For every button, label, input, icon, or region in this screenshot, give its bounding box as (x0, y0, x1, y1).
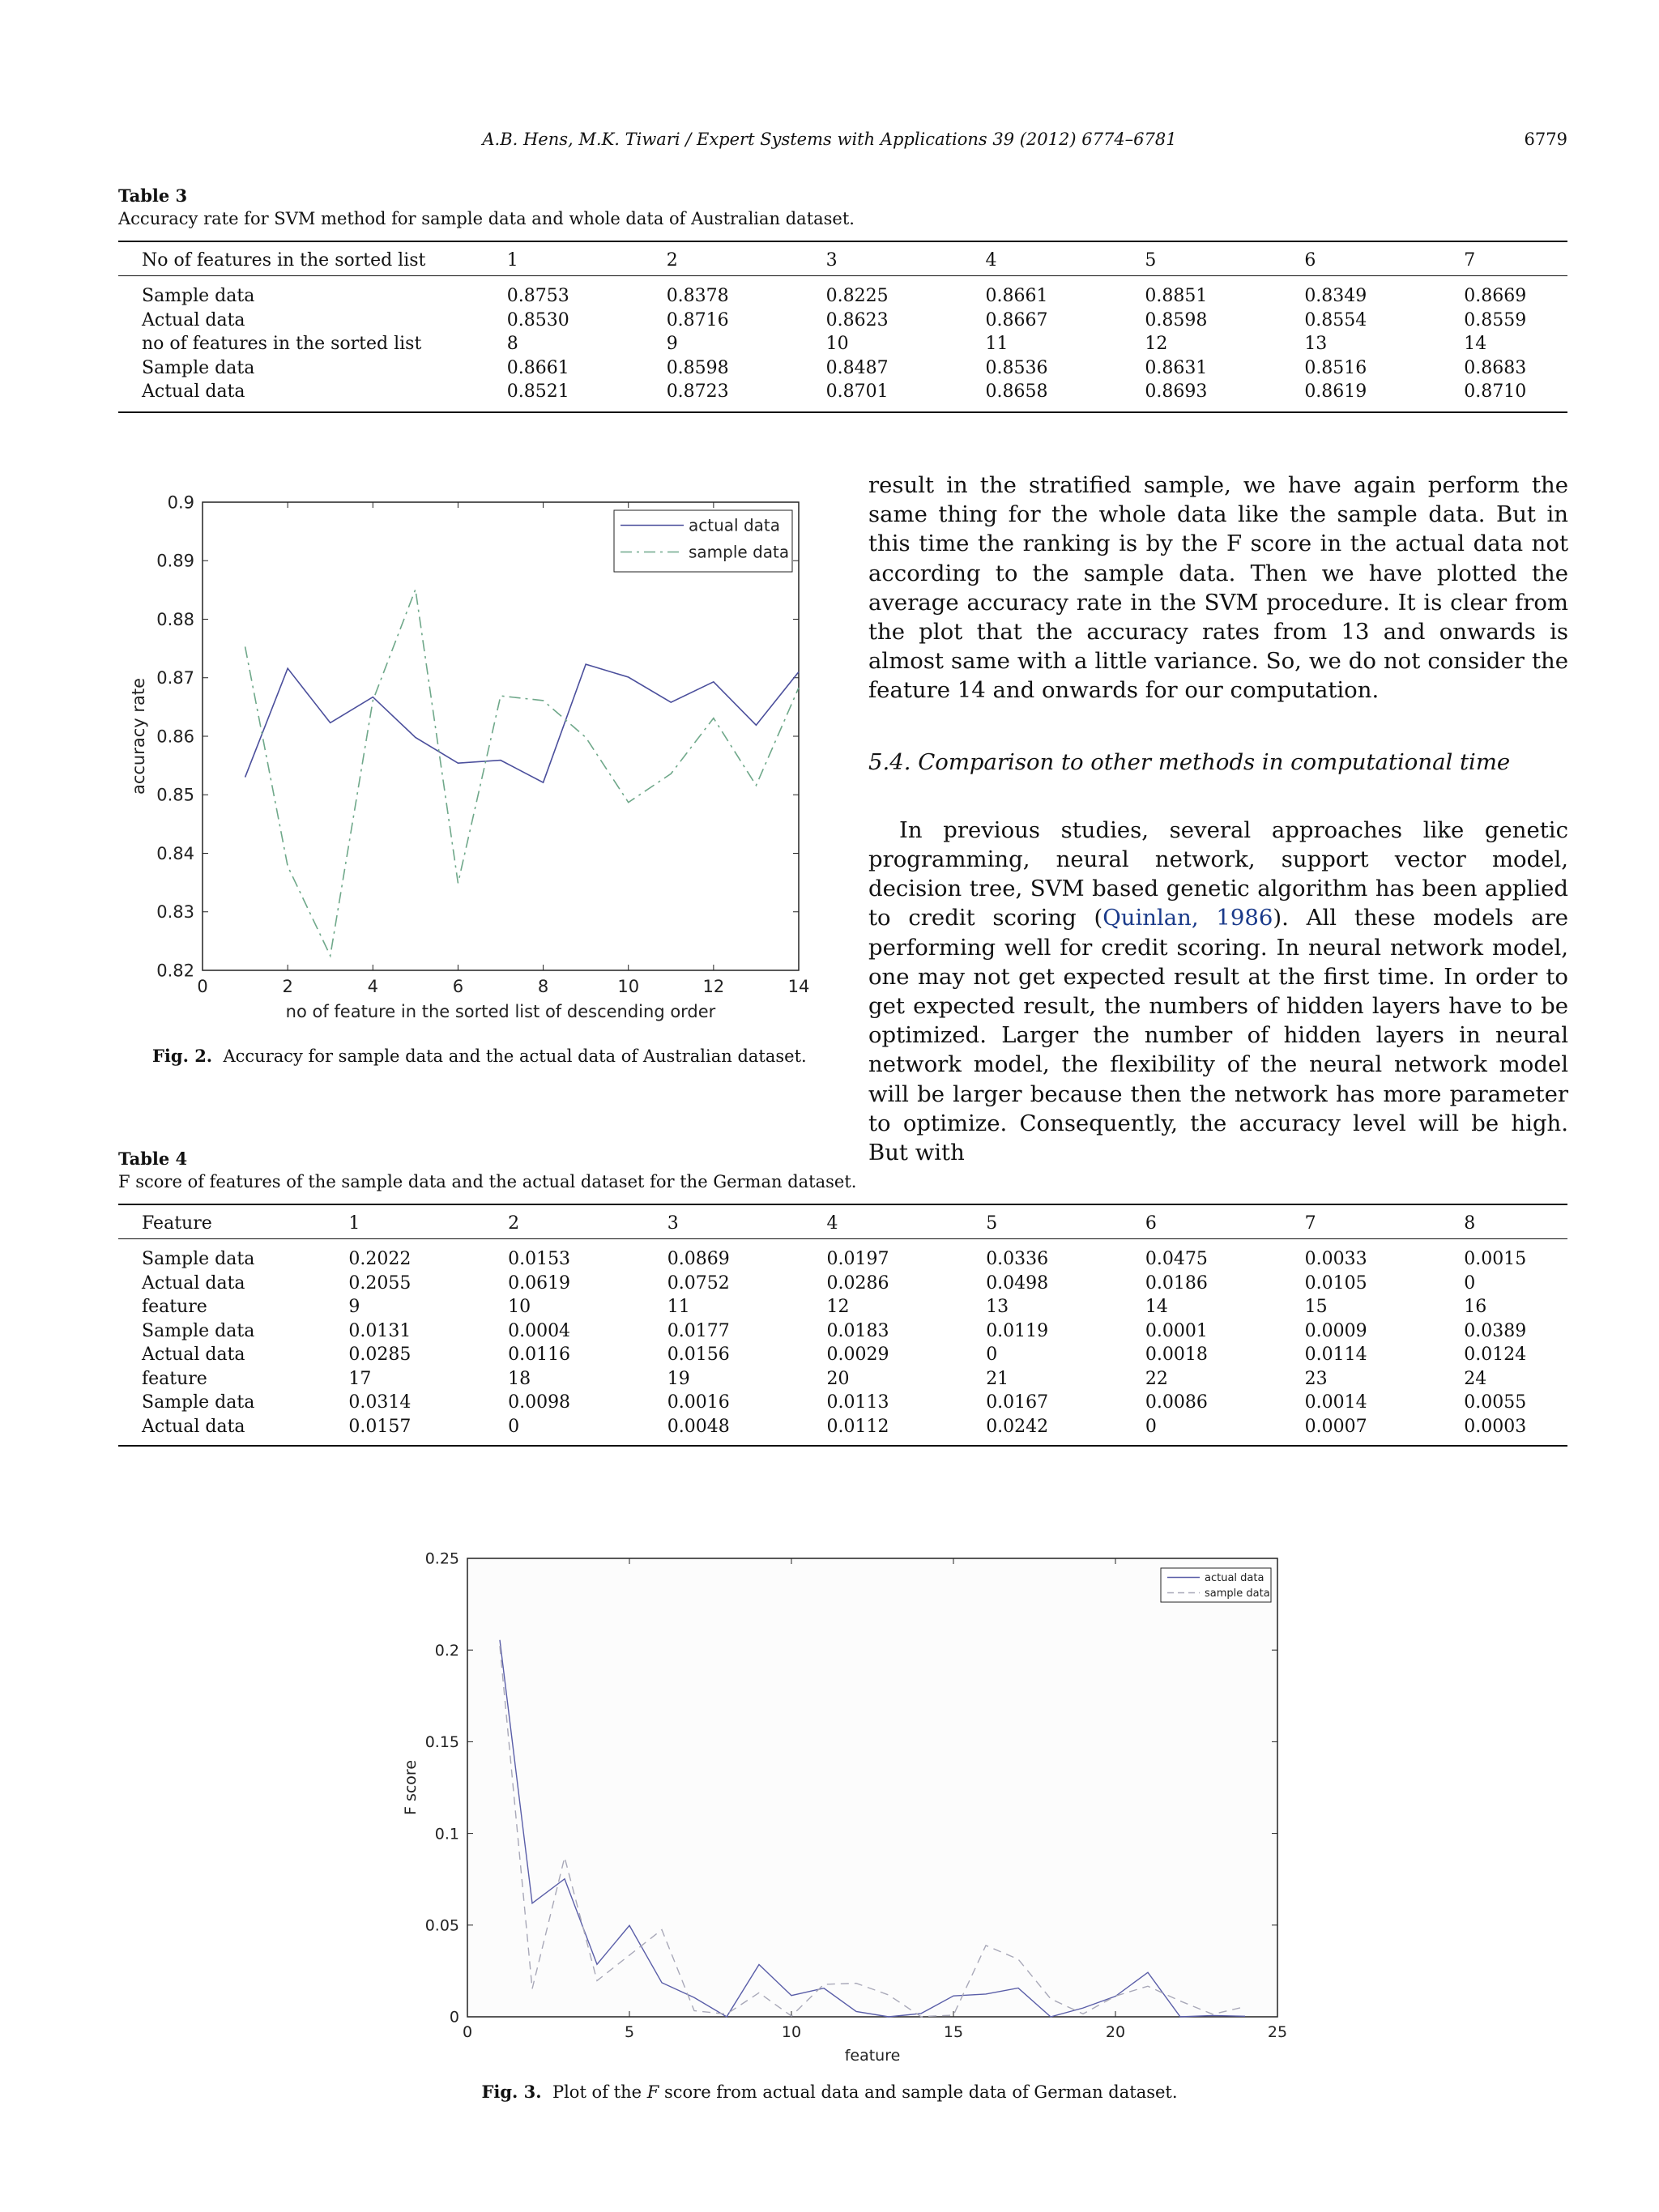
x-tick-label: 8 (537, 977, 549, 996)
body-text (868, 471, 1568, 1167)
x-axis-label: feature (844, 2047, 901, 2065)
table-cell: 5 (986, 1213, 998, 1234)
table-cell: 4 (826, 1213, 838, 1234)
x-tick-label: 14 (787, 977, 810, 996)
table-cell: 0.0752 (667, 1272, 730, 1294)
table-cell: 0.0007 (1304, 1416, 1367, 1437)
y-tick-label: 0.86 (156, 727, 194, 747)
table-cell: 13 (986, 1297, 1009, 1318)
table-cell: 3 (667, 1213, 679, 1234)
table-cell: 2 (508, 1213, 520, 1234)
table-cell: 0.0119 (986, 1320, 1049, 1341)
y-tick-label: 0 (449, 2008, 459, 2027)
table-cell: 12 (826, 1297, 850, 1318)
table-cell: 0.8667 (985, 309, 1048, 330)
table-cell: 2 (666, 249, 678, 271)
table-cell: 4 (985, 249, 997, 271)
fig2-chart (122, 486, 818, 1037)
fig3-caption-pre: Plot of the (552, 2082, 647, 2102)
y-tick-label: 0.89 (156, 551, 194, 571)
page-number: 6779 (1524, 130, 1567, 149)
x-tick-label: 4 (367, 977, 378, 996)
fig3-caption (0, 2082, 1659, 2102)
table-cell: 8 (506, 334, 518, 355)
table-cell: 0.0197 (826, 1249, 889, 1270)
table-cell: 1 (348, 1213, 360, 1234)
table-row (118, 309, 1567, 333)
x-tick-label: 2 (282, 977, 293, 996)
table-cell: 3 (825, 249, 838, 271)
table-row (118, 278, 1567, 309)
row-label-cell: no of features in the sorted list (142, 334, 422, 355)
table-cell: 0.0033 (1304, 1249, 1367, 1270)
table-cell: 21 (986, 1368, 1009, 1389)
table-cell: 16 (1464, 1297, 1487, 1318)
row-label-cell: Feature (142, 1213, 212, 1234)
row-label-cell: No of features in the sorted list (142, 249, 426, 271)
table-cell: 0.0157 (348, 1416, 412, 1437)
x-tick-label: 15 (943, 2023, 964, 2041)
journal-citation: A.B. Hens, M.K. Tiwari / Expert Systems with Applications 39 (2012) 6774–6781 (482, 130, 1177, 149)
row-label-cell: Actual data (142, 1272, 245, 1294)
table-cell: 14 (1464, 334, 1487, 355)
table-cell: 0.0869 (667, 1249, 730, 1270)
y-tick-label: 0.1 (434, 1825, 459, 1843)
table-row (118, 380, 1567, 404)
table-cell: 0.0389 (1464, 1320, 1527, 1341)
table-cell: 0.0029 (826, 1345, 889, 1366)
table-cell: 10 (508, 1297, 531, 1318)
y-tick-label: 0.83 (156, 902, 194, 923)
table-cell: 22 (1145, 1368, 1168, 1389)
x-tick-label: 25 (1267, 2023, 1288, 2041)
table-cell: 0.8661 (985, 286, 1048, 307)
table-cell: 0.8701 (825, 381, 889, 403)
fig2-caption-label: Fig. 2. (152, 1046, 213, 1066)
table-cell: 6 (1145, 1213, 1157, 1234)
table-row (118, 1319, 1567, 1344)
table-cell: 0.0113 (826, 1392, 889, 1413)
table-row (118, 1272, 1567, 1296)
table-cell: 7 (1304, 1213, 1316, 1234)
legend-label: actual data (689, 515, 780, 535)
table-cell: 0.8487 (825, 357, 889, 378)
table-cell: 0.0186 (1145, 1272, 1208, 1294)
table-cell: 0.2022 (348, 1249, 412, 1270)
x-tick-label: 0 (462, 2023, 473, 2041)
table-cell: 0.8710 (1464, 381, 1527, 403)
table-cell: 0.0098 (508, 1392, 571, 1413)
table-row (118, 1343, 1567, 1367)
table4 (118, 1205, 1567, 1438)
y-axis-label: accuracy rate (129, 677, 148, 795)
table-cell: 5 (1145, 249, 1157, 271)
table-cell: 0.8693 (1145, 381, 1208, 403)
legend-label: sample data (689, 542, 790, 562)
table-cell: 9 (666, 334, 678, 355)
y-tick-label: 0.9 (167, 492, 194, 513)
table-cell: 0.0004 (508, 1320, 571, 1341)
table-cell: 0.0124 (1464, 1345, 1527, 1366)
table-cell: 0.8536 (985, 357, 1048, 378)
fig2-caption (152, 1046, 807, 1066)
table-header-row (118, 242, 1567, 278)
row-label-cell: Actual data (142, 1416, 245, 1437)
table-cell: 0.0286 (826, 1272, 889, 1294)
y-tick-label: 0.84 (156, 843, 194, 863)
table-cell: 0.0015 (1464, 1249, 1527, 1270)
table-cell: 14 (1145, 1297, 1168, 1318)
table-cell: 10 (825, 334, 849, 355)
table-cell: 0.0105 (1304, 1272, 1367, 1294)
table-cell: 0.8598 (666, 357, 729, 378)
table-cell: 0.8658 (985, 381, 1048, 403)
y-tick-label: 0.82 (156, 961, 194, 981)
table-cell: 13 (1304, 334, 1328, 355)
fig2-caption-text: Accuracy for sample data and the actual data of Australian dataset. (223, 1046, 807, 1066)
table-cell: 0.0112 (826, 1416, 889, 1437)
table-cell: 0 (986, 1345, 998, 1366)
table-cell: 8 (1464, 1213, 1476, 1234)
table-row (118, 1367, 1567, 1392)
table-cell: 0.0114 (1304, 1345, 1367, 1366)
table-cell: 0.8683 (1464, 357, 1527, 378)
paragraph-2-a: In previous studies, several approaches like genetic programming, neural network, support vector model, decision tree, SVM based genetic algorithm has been applied to credit scoring ( (868, 816, 1568, 931)
row-label-cell: Sample data (142, 1249, 255, 1270)
fig3-caption-label: Fig. 3. (481, 2082, 542, 2102)
table-cell: 0.0116 (508, 1345, 571, 1366)
row-label-cell: Actual data (142, 309, 245, 330)
table-cell: 0.0242 (986, 1416, 1049, 1437)
table-cell: 0.0003 (1464, 1416, 1527, 1437)
x-tick-label: 10 (781, 2023, 802, 2041)
y-tick-label: 0.88 (156, 609, 194, 629)
table-cell: 0.8554 (1304, 309, 1367, 330)
table4-caption (118, 1148, 856, 1193)
table-cell: 0.8669 (1464, 286, 1527, 307)
table-cell: 0.8631 (1145, 357, 1208, 378)
fig3-chart (393, 1539, 1300, 2073)
table3-bottom-rule (118, 411, 1567, 413)
table-cell: 0.0055 (1464, 1392, 1527, 1413)
paragraph-1: result in the stratified sample, we have again perform the same thing for the whole data like the sample data. But in this time the ranking is by the F score in the actual data not according to the sample data. Then we have plotted the average accuracy rate in the SVM procedure. It is clear from the plot that the accuracy rates from 13 and onwards is almost same with a little variance. So, we do not consider the feature 14 and onwards for our computation. (868, 472, 1568, 704)
table-cell: 0.8623 (825, 309, 889, 330)
table-cell: 7 (1464, 249, 1476, 271)
table-cell: 11 (985, 334, 1009, 355)
table-cell: 0.0156 (667, 1345, 730, 1366)
table3-caption-text: Accuracy rate for SVM method for sample data and whole data of Australian dataset. (118, 209, 855, 228)
table-cell: 18 (508, 1368, 531, 1389)
y-tick-label: 0.05 (424, 1916, 459, 1935)
table-cell: 0.8716 (666, 309, 729, 330)
table-cell: 0.0018 (1145, 1345, 1208, 1366)
table-row (118, 332, 1567, 356)
y-tick-label: 0.87 (156, 668, 194, 688)
table-cell: 0.0498 (986, 1272, 1049, 1294)
y-tick-label: 0.85 (156, 785, 194, 805)
plot-area (467, 1558, 1277, 2017)
table3-caption (118, 185, 855, 230)
table-row (118, 356, 1567, 381)
table-cell: 0.8378 (666, 286, 729, 307)
table-cell: 0.0475 (1145, 1249, 1208, 1270)
table-cell: 20 (826, 1368, 850, 1389)
table-cell: 0.8516 (1304, 357, 1367, 378)
table-cell: 0.8559 (1464, 309, 1527, 330)
row-label-cell: Sample data (142, 1320, 255, 1341)
fig3-caption-post: score from actual data and sample data of German dataset. (659, 2082, 1178, 2102)
citation-link[interactable]: Quinlan, 1986 (1102, 905, 1273, 931)
table4-caption-text: F score of features of the sample data and the actual dataset for the German dataset. (118, 1172, 857, 1191)
table-cell: 0.0086 (1145, 1392, 1208, 1413)
table-row (118, 1241, 1567, 1272)
table-cell: 0.0285 (348, 1345, 412, 1366)
table-cell: 1 (506, 249, 518, 271)
table-cell: 0.2055 (348, 1272, 412, 1294)
y-axis-label: F score (402, 1759, 420, 1816)
table-cell: 0.0048 (667, 1416, 730, 1437)
plot-area (203, 502, 799, 970)
row-label-cell: feature (142, 1297, 207, 1318)
table-cell: 9 (348, 1297, 360, 1318)
table-cell: 15 (1304, 1297, 1328, 1318)
table4-label: Table 4 (118, 1149, 188, 1169)
table-cell: 11 (667, 1297, 690, 1318)
y-tick-label: 0.15 (424, 1733, 459, 1752)
table-cell: 6 (1304, 249, 1316, 271)
table-cell: 0.0167 (986, 1392, 1049, 1413)
table-cell: 0.8598 (1145, 309, 1208, 330)
row-label-cell: Sample data (142, 286, 255, 307)
table-cell: 0.8661 (506, 357, 569, 378)
table-cell: 12 (1145, 334, 1168, 355)
row-label-cell: Actual data (142, 381, 245, 403)
table-cell: 0.8619 (1304, 381, 1367, 403)
table-row (118, 1415, 1567, 1439)
table-cell: 0.0619 (508, 1272, 571, 1294)
paragraph-2-b: ). All these models are performing well for credit scoring. In neural network model, one may not get expected result at the first time. In order to get expected result, the numbers of hidden layers have to be optimized. Larger the number of hidden layers in neural network model, the flexibility of the neural network model will be larger because then the network has more parameter to optimize. Consequently, the accuracy level will be high. But with (868, 905, 1568, 1166)
table-cell: 0 (508, 1416, 520, 1437)
table-row (118, 1295, 1567, 1319)
table-cell: 0.8851 (1145, 286, 1208, 307)
table-cell: 0.8349 (1304, 286, 1367, 307)
table-cell: 17 (348, 1368, 372, 1389)
x-axis-label: no of feature in the sorted list of descending order (285, 1002, 716, 1021)
section-heading: 5.4. Comparison to other methods in computational time (868, 748, 1511, 775)
table-cell: 0.8753 (506, 286, 569, 307)
x-tick-label: 0 (197, 977, 208, 996)
table-row (118, 1391, 1567, 1415)
table3-label: Table 3 (118, 185, 188, 206)
table-cell: 0.0177 (667, 1320, 730, 1341)
y-tick-label: 0.25 (424, 1549, 459, 1568)
table-cell: 0.8521 (506, 381, 569, 403)
table-cell: 0 (1464, 1272, 1476, 1294)
table-cell: 0.8530 (506, 309, 569, 330)
table4-bottom-rule (118, 1445, 1567, 1447)
table-cell: 0.0131 (348, 1320, 412, 1341)
table-cell: 19 (667, 1368, 690, 1389)
table-cell: 0.0153 (508, 1249, 571, 1270)
y-tick-label: 0.2 (434, 1641, 459, 1660)
table-cell: 0 (1145, 1416, 1157, 1437)
table-cell: 0.0336 (986, 1249, 1049, 1270)
x-tick-label: 12 (702, 977, 725, 996)
table3 (118, 242, 1567, 404)
paragraph-2 (868, 816, 1568, 1167)
legend-label: actual data (1205, 1572, 1265, 1585)
table-cell: 0.0009 (1304, 1320, 1367, 1341)
row-label-cell: feature (142, 1368, 207, 1389)
table-header-row (118, 1205, 1567, 1241)
x-tick-label: 5 (624, 2023, 635, 2041)
fig3-caption-italic: F (646, 2082, 659, 2102)
x-tick-label: 20 (1105, 2023, 1126, 2041)
table-cell: 0.8723 (666, 381, 729, 403)
table-cell: 24 (1464, 1368, 1487, 1389)
x-tick-label: 10 (617, 977, 640, 996)
table-cell: 0.0314 (348, 1392, 412, 1413)
table-cell: 23 (1304, 1368, 1328, 1389)
row-label-cell: Sample data (142, 357, 255, 378)
row-label-cell: Sample data (142, 1392, 255, 1413)
table-cell: 0.0001 (1145, 1320, 1208, 1341)
table-cell: 0.0183 (826, 1320, 889, 1341)
x-tick-label: 6 (452, 977, 464, 996)
table-cell: 0.8225 (825, 286, 889, 307)
legend-label: sample data (1205, 1588, 1270, 1600)
table-cell: 0.0016 (667, 1392, 730, 1413)
row-label-cell: Actual data (142, 1345, 245, 1366)
table-cell: 0.0014 (1304, 1392, 1367, 1413)
